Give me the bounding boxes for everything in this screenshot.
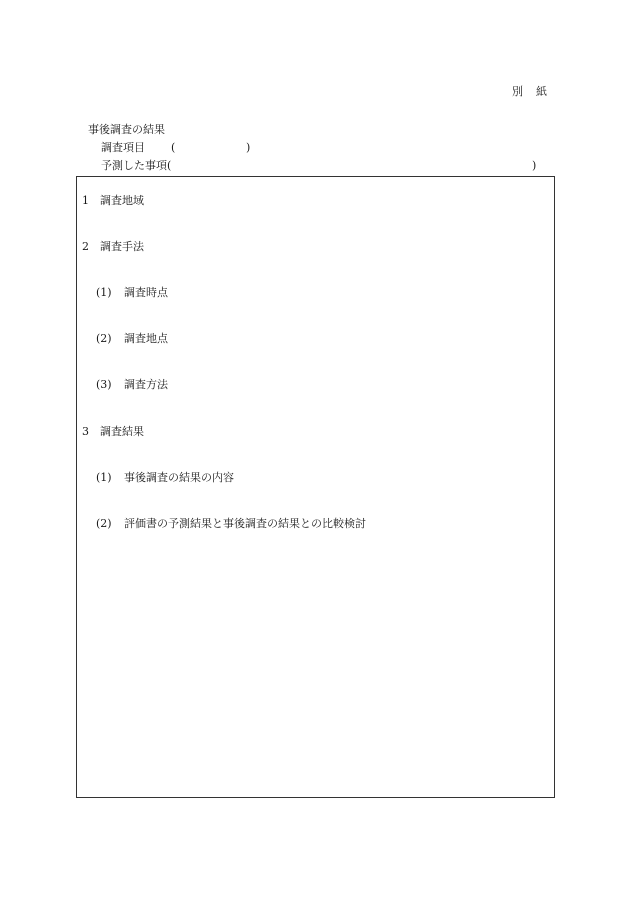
section-title: 調査地域 [100,194,144,207]
subsection-2-1 [96,286,168,300]
subsection-number: (3) [96,378,112,391]
survey-item-label: 調査項目 [101,141,145,154]
section-number: 3 [82,425,89,438]
section-1 [82,194,144,208]
predicted-item-label: 予測した事項( [101,159,172,172]
subsection-2-2 [96,332,168,346]
subsection-2-3 [96,378,168,392]
result-box [76,176,555,798]
section-3 [82,425,144,439]
subsection-number: (2) [96,332,112,345]
subsection-3-2 [96,517,366,531]
document-title: 事後調査の結果 [88,123,165,136]
subsection-number: (1) [96,286,112,299]
survey-item-close-paren: ) [246,141,251,154]
attachment-label-char-1: 別 [512,85,523,98]
section-number: 2 [82,240,89,253]
subsection-3-1 [96,471,234,485]
subsection-number: (1) [96,471,112,484]
section-number: 1 [82,194,89,207]
survey-item-open-paren: ( [171,141,176,154]
subsection-title: 調査時点 [124,286,168,299]
section-title: 調査手法 [100,240,144,253]
subsection-title: 評価書の予測結果と事後調査の結果との比較検討 [124,517,366,530]
predicted-item-close-paren: ) [532,159,537,172]
section-2 [82,240,144,254]
subsection-title: 事後調査の結果の内容 [124,471,234,484]
subsection-number: (2) [96,517,112,530]
subsection-title: 調査地点 [124,332,168,345]
attachment-label [512,85,547,99]
section-title: 調査結果 [100,425,144,438]
subsection-title: 調査方法 [124,378,168,391]
attachment-label-char-2: 紙 [536,85,547,98]
